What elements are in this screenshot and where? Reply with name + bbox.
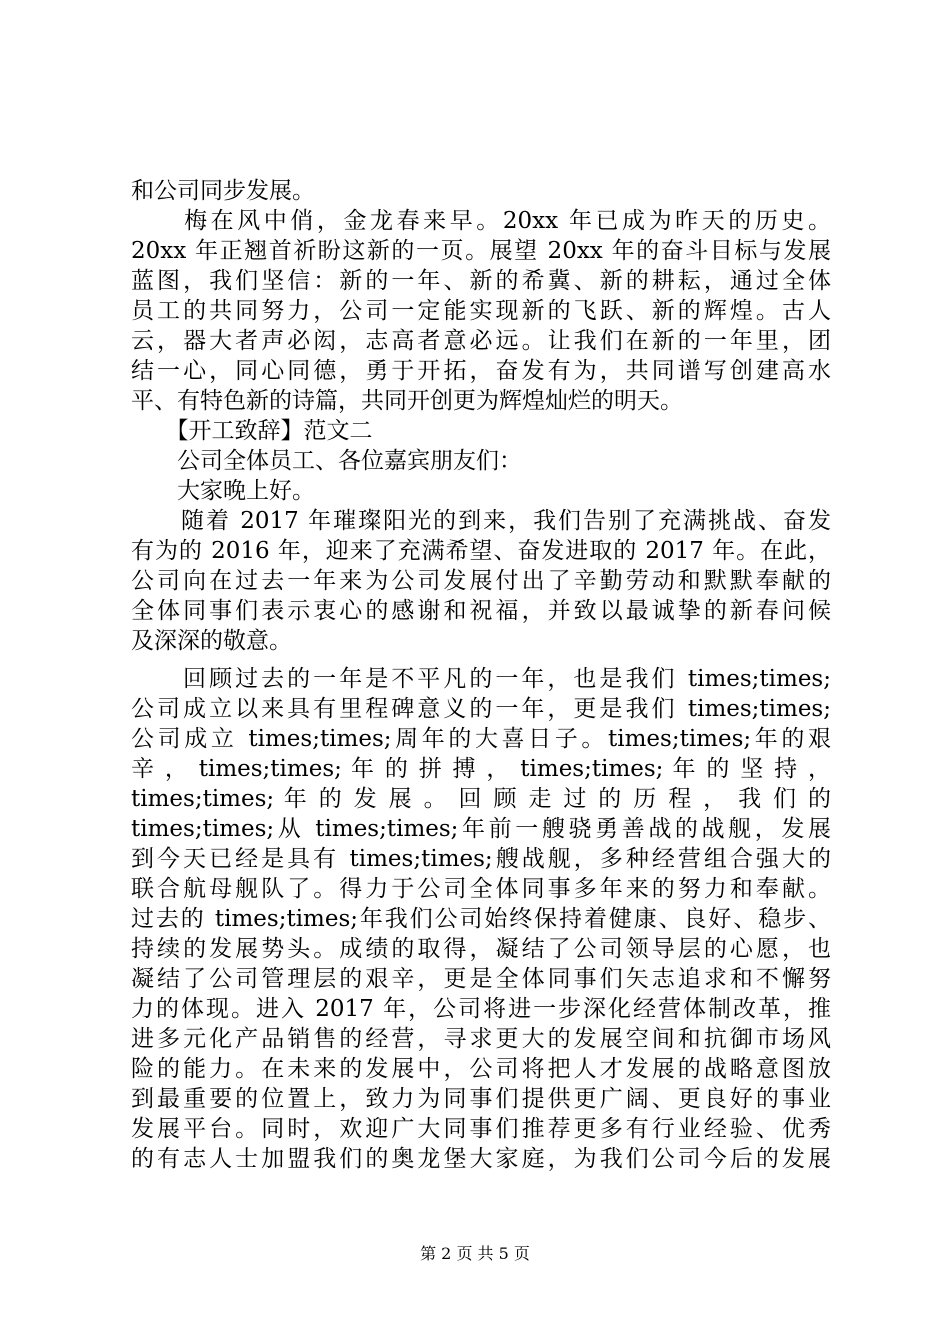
text-line: 公司向在过去一年来为公司发展付出了辛勤劳动和默默奉献的 bbox=[131, 568, 831, 594]
text-line: 联合航母舰队了。得力于公司全体同事多年来的努力和奉献。 bbox=[131, 876, 831, 902]
text-line: 梅在风中俏，金龙春来早。20xx 年已成为昨天的历史。 bbox=[131, 208, 831, 234]
text-line: 力的体现。进入 2017 年，公司将进一步深化经营体制改革，推 bbox=[131, 996, 831, 1022]
text-line: 到今天已经是具有 times;times;艘战舰，多种经营组合强大的 bbox=[131, 846, 831, 872]
text-line: 发展平台。同时，欢迎广大同事们推荐更多有行业经验、优秀 bbox=[131, 1116, 831, 1142]
text-line: 公司成立 times;times;周年的大喜日子。times;times;年的艰 bbox=[131, 726, 831, 752]
text-line: 进多元化产品销售的经营，寻求更大的发展空间和抗御市场风 bbox=[131, 1026, 831, 1052]
text-line: 险的能力。在未来的发展中，公司将把人才发展的战略意图放 bbox=[131, 1056, 831, 1082]
text-line: 到最重要的位置上，致力为同事们提供更广阔、更良好的事业 bbox=[131, 1086, 831, 1112]
page-footer: 第 2 页 共 5 页 bbox=[420, 1244, 530, 1263]
text-line: 随着 2017 年璀璨阳光的到来，我们告别了充满挑战、奋发 bbox=[131, 508, 831, 534]
text-line: 公司成立以来具有里程碑意义的一年，更是我们 times;times; bbox=[131, 696, 831, 722]
text-line: 全体同事们表示衷心的感谢和祝福，并致以最诚挚的新春问候 bbox=[131, 598, 831, 624]
text-line: 蓝图，我们坚信：新的一年、新的希冀、新的耕耘，通过全体 bbox=[131, 268, 831, 294]
text-line: 有为的 2016 年，迎来了充满希望、奋发进取的 2017 年。在此， bbox=[131, 538, 831, 564]
text-line: 持续的发展势头。成绩的取得，凝结了公司领导层的心愿，也 bbox=[131, 936, 831, 962]
text-line: times;times;从 times;times;年前一艘骁勇善战的战舰，发展 bbox=[131, 816, 831, 842]
text-line: 及深深的敬意。 bbox=[131, 628, 292, 654]
text-line: times;times; 年 的 发 展 。 回 顾 走 过 的 历 程 ， 我 们 的 bbox=[131, 786, 831, 812]
text-line: 回顾过去的一年是不平凡的一年，也是我们 times;times; bbox=[131, 666, 831, 692]
text-line: 云，器大者声必闳，志高者意必远。让我们在新的一年里，团 bbox=[131, 328, 831, 354]
section-heading: 【开工致辞】范文二 bbox=[131, 418, 373, 444]
text-line: 和公司同步发展。 bbox=[131, 178, 315, 204]
text-line: 结一心，同心同德，勇于开拓，奋发有为，共同谱写创建高水 bbox=[131, 358, 831, 384]
text-line: 的有志人士加盟我们的奥龙堡大家庭，为我们公司今后的发展 bbox=[131, 1146, 831, 1172]
text-line: 辛 ， times;times; 年 的 拼 搏 ， times;times; 年 的 坚 持 ， bbox=[131, 756, 831, 782]
text-line: 平、有特色新的诗篇，共同开创更为辉煌灿烂的明天。 bbox=[131, 388, 683, 414]
text-line: 凝结了公司管理层的艰辛，更是全体同事们矢志追求和不懈努 bbox=[131, 966, 831, 992]
salutation: 公司全体员工、各位嘉宾朋友们： bbox=[131, 448, 522, 474]
greeting: 大家晚上好。 bbox=[131, 478, 315, 504]
text-line: 员工的共同努力，公司一定能实现新的飞跃、新的辉煌。古人 bbox=[131, 298, 831, 324]
text-line: 20xx 年正翘首祈盼这新的一页。展望 20xx 年的奋斗目标与发展 bbox=[131, 238, 831, 264]
text-line: 过去的 times;times;年我们公司始终保持着健康、良好、稳步、 bbox=[131, 906, 831, 932]
